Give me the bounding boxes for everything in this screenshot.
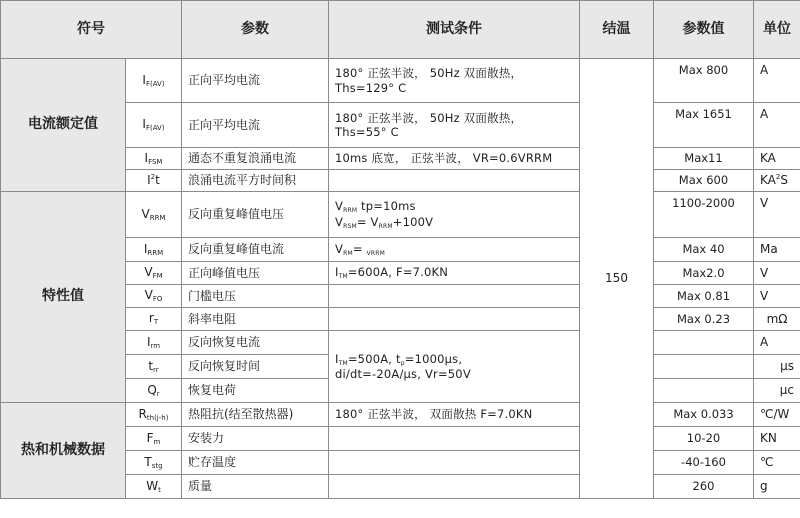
parameter-cell: 热阻抗(结至散热器) xyxy=(182,403,329,427)
parameter-cell: 反向重复峰值电压 xyxy=(182,192,329,238)
value-cell: 1100-2000 xyxy=(654,192,754,238)
parameter-cell: 反向重复峰值电流 xyxy=(182,238,329,262)
parameter-cell: 通态不重复浪涌电流 xyxy=(182,148,329,170)
unit-cell: g xyxy=(754,475,800,499)
unit-cell: $KA^2S$ xyxy=(754,170,800,192)
symbol-cell: $I^2t$ xyxy=(126,170,182,192)
symbol-cell: $W_t$ xyxy=(126,475,182,499)
group-thermal-mechanical: 热和机械数据 xyxy=(1,403,126,499)
header-parameter: 参数 xyxy=(182,1,329,59)
parameter-cell: 浪涌电流平方时间积 xyxy=(182,170,329,192)
condition-cell: 180° 正弦半波， 50Hz 双面散热， Ths=55° C xyxy=(329,103,580,148)
table-row xyxy=(1,59,800,103)
symbol-cell: $I_{rm}$ xyxy=(126,331,182,355)
value-cell: Max 600 xyxy=(654,170,754,192)
parameter-cell: 贮存温度 xyxy=(182,451,329,475)
value-cell: Max11 xyxy=(654,148,754,170)
condition-cell xyxy=(329,427,580,451)
parameter-cell: 质量 xyxy=(182,475,329,499)
table-row xyxy=(1,403,800,427)
value-cell: Max 1651 xyxy=(654,103,754,148)
parameter-cell: 门槛电压 xyxy=(182,285,329,308)
condition-cell: 180° 正弦半波， 50Hz 双面散热， Ths=129° C xyxy=(329,59,580,103)
value-cell: 260 xyxy=(654,475,754,499)
value-cell: Max 40 xyxy=(654,238,754,262)
header-condition: 测试条件 xyxy=(329,1,580,59)
symbol-cell: $I_{RRM}$ xyxy=(126,238,182,262)
condition-cell: $V_{RRM}$ tp=10ms $V_{RSM}= V_{RRM}+100V$ xyxy=(329,192,580,238)
header-row xyxy=(1,1,800,59)
parameter-cell: 安装力 xyxy=(182,427,329,451)
unit-cell: A xyxy=(754,103,800,148)
value-cell xyxy=(654,331,754,355)
condition-cell xyxy=(329,451,580,475)
value-cell: Max 800 xyxy=(654,59,754,103)
condition-cell: 10ms 底宽， 正弦半波， VR=0.6VRRM xyxy=(329,148,580,170)
unit-cell: mΩ xyxy=(754,308,800,331)
unit-cell: A xyxy=(754,59,800,103)
unit-cell: Ma xyxy=(754,238,800,262)
condition-cell xyxy=(329,308,580,331)
header-junction-temp: 结温 xyxy=(580,1,654,59)
recovery-condition-cell: $I_{TM}=500A$, $t_p=1000\mu s$, di/dt=-20A/μs, Vr=50V xyxy=(329,331,580,403)
condition-cell: 180° 正弦半波， 双面散热 F=7.0KN xyxy=(329,403,580,427)
value-cell xyxy=(654,355,754,379)
symbol-cell: $T_{stg}$ xyxy=(126,451,182,475)
parameter-cell: 斜率电阻 xyxy=(182,308,329,331)
value-cell: 10-20 xyxy=(654,427,754,451)
unit-cell: A xyxy=(754,331,800,355)
value-cell: Max 0.81 xyxy=(654,285,754,308)
header-symbol: 符号 xyxy=(1,1,182,59)
symbol-cell: $I_{FSM}$ xyxy=(126,148,182,170)
value-cell: Max 0.23 xyxy=(654,308,754,331)
parameter-cell: 反向恢复时间 xyxy=(182,355,329,379)
symbol-cell: $V_{RRM}$ xyxy=(126,192,182,238)
header-unit: 单位 xyxy=(754,1,800,59)
symbol-cell: $I_{F(AV)}$ xyxy=(126,103,182,148)
header-value: 参数值 xyxy=(654,1,754,59)
unit-cell: V xyxy=(754,192,800,238)
condition-cell xyxy=(329,170,580,192)
parameter-cell: 正向平均电流 xyxy=(182,59,329,103)
unit-cell: ℃/W xyxy=(754,403,800,427)
symbol-cell: $I_{F(AV)}$ xyxy=(126,59,182,103)
condition-cell xyxy=(329,475,580,499)
value-cell: -40-160 xyxy=(654,451,754,475)
value-cell: Max 0.033 xyxy=(654,403,754,427)
table-row xyxy=(1,192,800,238)
unit-cell: KA xyxy=(754,148,800,170)
condition-cell: $I_{TM}=600A$, F=7.0KN xyxy=(329,262,580,285)
symbol-cell: $F_m$ xyxy=(126,427,182,451)
symbol-cell: $R_{th(j-h)}$ xyxy=(126,403,182,427)
group-characteristics: 特性值 xyxy=(1,192,126,403)
symbol-cell: $t_{rr}$ xyxy=(126,355,182,379)
parameter-cell: 反向恢复电流 xyxy=(182,331,329,355)
value-cell: Max2.0 xyxy=(654,262,754,285)
symbol-cell: $V_{FO}$ xyxy=(126,285,182,308)
group-rated-current: 电流额定值 xyxy=(1,59,126,192)
parameter-cell: 正向峰值电压 xyxy=(182,262,329,285)
unit-cell: ℃ xyxy=(754,451,800,475)
parameter-cell: 正向平均电流 xyxy=(182,103,329,148)
junction-temp-cell: 150 xyxy=(580,59,654,499)
condition-cell xyxy=(329,285,580,308)
value-cell xyxy=(654,379,754,403)
unit-cell: KN xyxy=(754,427,800,451)
symbol-cell: $Q_r$ xyxy=(126,379,182,403)
symbol-cell: $r_T$ xyxy=(126,308,182,331)
unit-cell: μs xyxy=(754,355,800,379)
symbol-cell: $V_{FM}$ xyxy=(126,262,182,285)
condition-cell: $V_{RM}= _{VRRM}$ xyxy=(329,238,580,262)
parameter-cell: 恢复电荷 xyxy=(182,379,329,403)
unit-cell: V xyxy=(754,285,800,308)
unit-cell: V xyxy=(754,262,800,285)
unit-cell: μc xyxy=(754,379,800,403)
